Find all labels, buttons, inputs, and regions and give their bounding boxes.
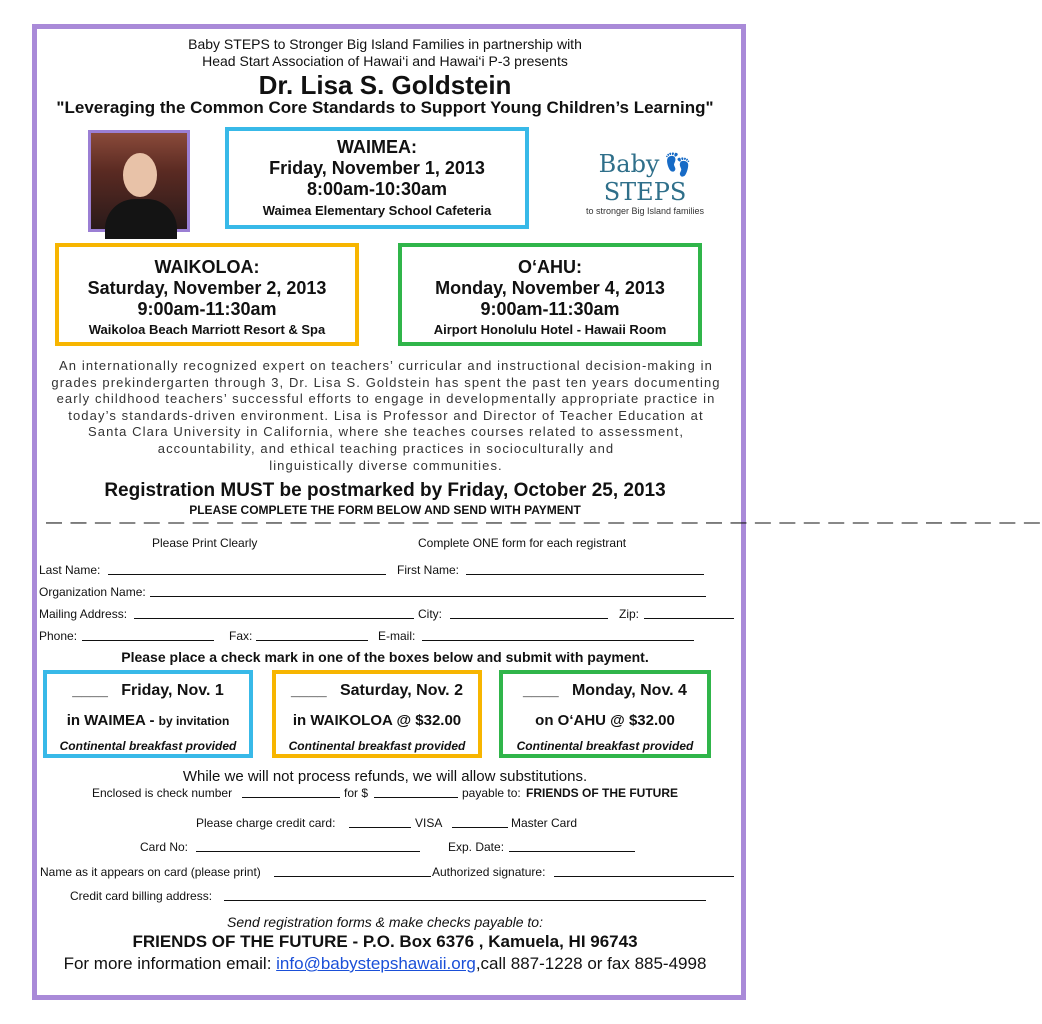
first-name-label: First Name: [397,563,460,577]
footprints-icon: 👣 [663,152,692,177]
location-date: Friday, November 1, 2013 [269,158,485,178]
zip-label: Zip: [619,607,640,621]
location-box-waimea [225,127,529,229]
print-clearly-note: Please Print Clearly [152,536,258,550]
city-field[interactable] [450,607,608,619]
location-date: Saturday, November 2, 2013 [87,278,327,298]
location-name: WAIKOLOA: [154,257,260,277]
option-note: by invitation [158,714,230,728]
check-number-label: Enclosed is check number [92,786,233,800]
option-box-waikoloa[interactable] [272,670,482,758]
logo-word-right: STEPS [603,178,687,206]
mailing-address: FRIENDS OF THE FUTURE - P.O. Box 6376 , Kamuela, HI 96743 [132,932,638,951]
amount-field[interactable] [374,786,458,798]
intro-line-2: Head Start Association of Hawai‘i and Hawai‘i P-3 presents [202,53,568,69]
contact-prefix: For more information email: [63,954,277,973]
organization-field[interactable] [150,585,706,597]
location-box-waikoloa [55,243,359,346]
location-venue: Airport Honolulu Hotel - Hawaii Room [433,322,667,337]
email-link[interactable]: info@babystepshawaii.org [276,954,476,973]
check-number-field[interactable] [242,786,340,798]
mailing-address-label: Mailing Address: [39,607,128,621]
contact-suffix: ,call 887-1228 or fax 885-4998 [475,954,707,973]
baby-steps-logo [560,150,730,216]
intro [0,36,770,70]
one-form-note: Complete ONE form for each registrant [418,536,627,550]
bio-line: Santa Clara University in California, where she teaches courses related to assessment, [87,424,685,440]
breakfast-note: Continental breakfast provided [59,739,237,753]
logo-word-left: Baby [598,150,660,178]
visa-check-field[interactable] [349,816,411,828]
location-venue: Waikoloa Beach Marriott Resort & Spa [88,322,326,337]
option-location: in WAIKOLOA @ $32.00 [292,712,462,729]
speaker-photo [88,130,190,232]
phone-label: Phone: [39,629,78,643]
option-location: in WAIMEA - [66,712,159,729]
talk-title: "Leveraging the Common Core Standards to Support Young Children’s Learning" [56,98,714,117]
last-name-field[interactable] [108,563,386,575]
location-venue: Waimea Elementary School Cafeteria [262,203,492,218]
amount-label: for $ [344,786,369,800]
speaker-name: Dr. Lisa S. Goldstein [258,70,512,100]
bio-line: today’s standards-driven environment. Lisa is Professor and Director of Teacher Education at [68,407,704,423]
exp-date-label: Exp. Date: [448,840,505,854]
breakfast-note: Continental breakfast provided [288,739,466,753]
phone-field[interactable] [82,629,214,641]
form-instruction: PLEASE COMPLETE THE FORM BELOW AND SEND WITH PAYMENT [189,503,581,517]
refund-policy: While we will not process refunds, we will allow substitutions. [182,768,588,785]
option-day: Saturday, Nov. 2 [339,682,463,699]
option-box-oahu[interactable] [499,670,711,758]
location-time: 8:00am-10:30am [306,179,448,199]
location-time: 9:00am-11:30am [480,299,620,319]
payable-label: payable to: [462,786,521,800]
card-number-label: Card No: [140,840,189,854]
billing-address-label: Credit card billing address: [70,889,213,903]
bio-line: accountability, and ethical teaching practices in socioculturally and [157,440,615,456]
first-name-field[interactable] [466,563,704,575]
speaker-bio [36,358,736,474]
breakfast-note: Continental breakfast provided [516,739,694,753]
visa-label: VISA [415,816,443,830]
bio-line: An internationally recognized expert on teachers’ curricular and instructional decision-making in [59,358,713,373]
location-box-oahu [398,243,702,346]
cut-line: — — — — — — — — — — — — — — — — — — — — — — — — — — — — — — — — — — — — — — — — — [46,514,1042,531]
check-blank[interactable]: ____ [523,682,559,699]
signature-field[interactable] [554,865,734,877]
card-number-field[interactable] [196,840,420,852]
city-label: City: [418,607,442,621]
location-time: 9:00am-11:30am [137,299,277,319]
registration-deadline: Registration MUST be postmarked by Friday, October 25, 2013 [104,480,666,501]
location-date: Monday, November 4, 2013 [435,278,665,298]
check-blank[interactable]: ____ [72,682,108,699]
last-name-label: Last Name: [39,563,101,577]
mastercard-check-field[interactable] [452,816,508,828]
email-field[interactable] [422,629,694,641]
intro-line-1: Baby STEPS to Stronger Big Island Families in partnership with [188,36,582,52]
location-name: O‘AHU: [518,257,582,277]
option-day: Monday, Nov. 4 [571,682,687,699]
option-location: on O‘AHU @ $32.00 [535,712,675,729]
option-box-waimea[interactable] [43,670,253,758]
name-on-card-label: Name as it appears on card (please print) [40,865,261,879]
payee-name: FRIENDS OF THE FUTURE [526,786,678,800]
fax-field[interactable] [256,629,368,641]
charge-card-label: Please charge credit card: [196,816,336,830]
checkbox-prompt: Please place a check mark in one of the boxes below and submit with payment. [121,649,649,665]
logo-tagline: to stronger Big Island families [585,206,705,216]
signature-label: Authorized signature: [432,865,546,879]
exp-date-field[interactable] [509,840,635,852]
location-name: WAIMEA: [337,137,417,157]
contact-info [0,954,770,974]
organization-label: Organization Name: [39,585,146,599]
check-blank[interactable]: ____ [291,682,327,699]
bio-line: grades prekindergarten through 3, Dr. Lisa S. Goldstein has spent the past ten years documenting [51,374,721,390]
bio-line: early childhood teachers’ successful efforts to engage in developmentally appropriate practice in [56,391,716,407]
name-on-card-field[interactable] [274,865,431,877]
option-day: Friday, Nov. 1 [121,682,224,699]
mailing-address-field[interactable] [134,607,414,619]
bio-line: linguistically diverse communities. [269,457,503,473]
fax-label: Fax: [229,629,253,643]
email-label: E-mail: [378,629,416,643]
zip-field[interactable] [644,607,734,619]
mastercard-label: Master Card [511,816,578,830]
send-to-note: Send registration forms & make checks payable to: [227,914,543,930]
billing-address-field[interactable] [224,889,706,901]
